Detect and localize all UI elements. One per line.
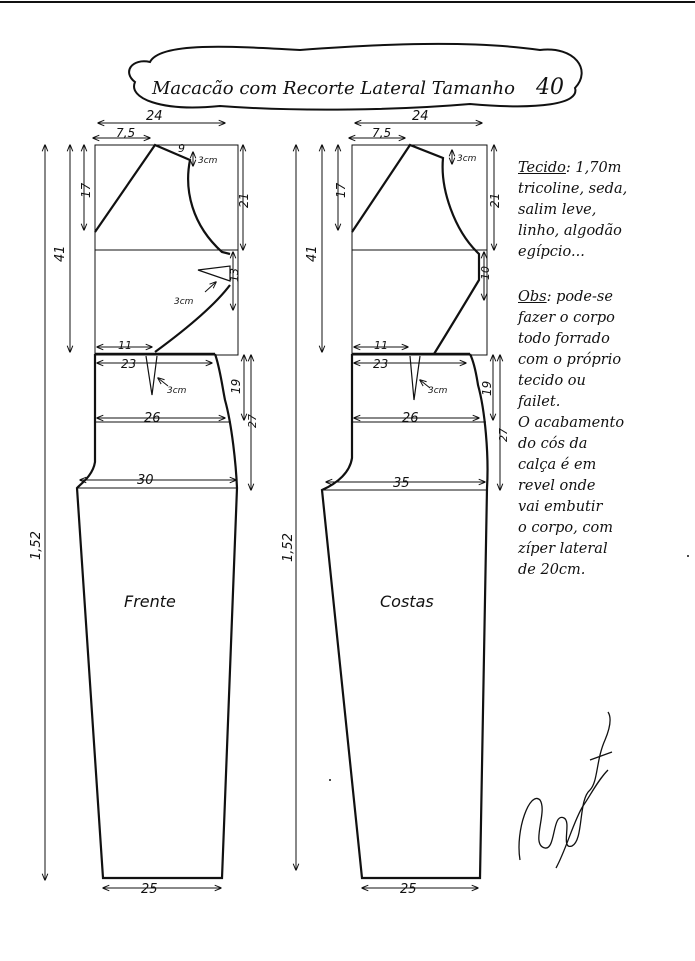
- finish-note: O acabamento do cós da calça é em revel onde vai embutir o corpo, com zíper lateral de 20cm.: [518, 415, 625, 578]
- back-dimensions: [296, 123, 500, 888]
- fabric-text: : 1,70m tricoline, seda, salim leve, linho, algodão egípcio...: [518, 160, 628, 260]
- front-labels: [29, 109, 259, 897]
- back-waist-width: 23: [373, 357, 389, 371]
- front-waist-dart: [146, 356, 157, 395]
- back-hip-total: 27: [497, 428, 510, 442]
- front-pattern: [77, 145, 238, 878]
- fabric-note: [518, 158, 688, 263]
- back-labels: [281, 109, 510, 897]
- front-leg-length: 1,52: [29, 531, 44, 560]
- back-hip-width: 26: [402, 411, 419, 426]
- front-neck-width: 7,5: [116, 126, 136, 140]
- back-neck-width: 7,5: [372, 126, 392, 140]
- front-shoulder-slope: 9: [178, 142, 185, 155]
- front-hip-width: 26: [144, 411, 161, 426]
- fabric-label: Tecido: [518, 160, 566, 176]
- front-side-outline: [155, 285, 230, 352]
- obs-note: [518, 287, 688, 413]
- back-bodice-length: 41: [305, 245, 320, 262]
- back-leg-length: 1,52: [281, 533, 296, 562]
- obs-text: : pode-se fazer o corpo todo forrado com o próprio tecido ou failet.: [518, 289, 622, 410]
- front-side-dart: [198, 266, 230, 281]
- scan-speck: [329, 779, 331, 781]
- title-cloud: [129, 44, 582, 110]
- title-text: Macacão com Recorte Lateral Tamanho: [152, 78, 515, 99]
- title-size: 40: [536, 75, 564, 100]
- back-pattern: [322, 145, 488, 878]
- back-armhole-depth: 21: [488, 192, 502, 208]
- back-label: Costas: [380, 592, 434, 611]
- signature: [519, 712, 612, 868]
- front-side-seam: 13: [228, 268, 241, 282]
- front-shoulder-drop: 3cm: [198, 156, 218, 166]
- back-side-seam: 10: [479, 266, 492, 280]
- front-dimensions: [45, 123, 251, 888]
- back-shoulder-line: 17: [334, 182, 348, 198]
- back-pants-outline: [322, 354, 488, 878]
- back-dart-lower: 3cm: [428, 386, 448, 396]
- back-shoulder-drop: 3cm: [457, 154, 477, 164]
- back-hip-depth: 19: [480, 380, 494, 396]
- front-waist-mark: 11: [118, 339, 132, 352]
- front-shoulder-line: 17: [79, 182, 93, 198]
- front-pants-outline: [77, 354, 237, 878]
- back-hem-width: 25: [400, 882, 417, 897]
- front-bodice-length: 41: [53, 245, 68, 262]
- back-waist-mark: 11: [374, 339, 388, 352]
- front-waist-width: 23: [121, 357, 137, 371]
- front-top-width: 24: [146, 109, 163, 124]
- back-crotch-width: 35: [393, 476, 410, 491]
- front-label: Frente: [124, 592, 176, 611]
- front-hip-total: 27: [246, 414, 259, 428]
- notes-column: [518, 158, 688, 581]
- front-hip-depth: 19: [229, 378, 243, 394]
- front-hem-width: 25: [141, 882, 158, 897]
- front-dart-lower: 3cm: [167, 386, 187, 396]
- front-crotch-width: 30: [137, 473, 154, 488]
- back-top-width: 24: [412, 109, 429, 124]
- front-dart-upper: 3cm: [174, 297, 194, 307]
- front-armhole-depth: 21: [237, 192, 251, 208]
- obs-label: Obs: [518, 289, 547, 305]
